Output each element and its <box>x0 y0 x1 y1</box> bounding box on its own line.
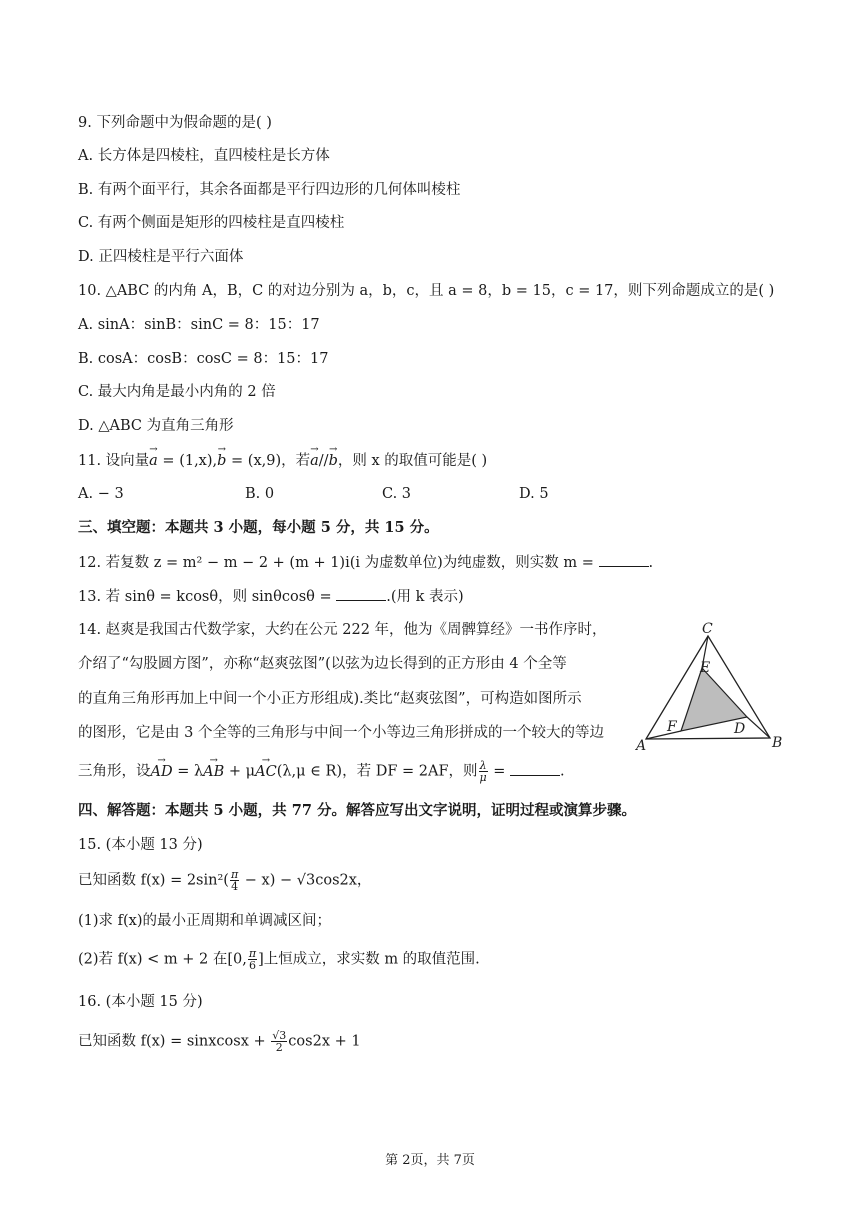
vector-a: → a <box>310 451 319 471</box>
q14-line-5 <box>78 760 565 783</box>
q14-text: = <box>488 763 511 780</box>
frac-numerator: √3 <box>272 1029 287 1042</box>
q14-line-3: 的直角三角形再加上中间一个小正方形组成).类比“赵爽弦图”，可构造如图所示 <box>78 691 582 707</box>
parallel-symbol: // <box>318 453 329 469</box>
q9-option-a: A. 长方体是四棱柱，直四棱柱是长方体 <box>78 148 330 164</box>
label-e: E <box>700 660 711 676</box>
q14-line-2: 介绍了“勾股圆方图”，亦称“赵爽弦图”(以弦为边长得到的正方形由 4 个全等 <box>78 656 567 672</box>
vector-ac: → AC <box>255 762 277 782</box>
answer-blank <box>599 552 649 567</box>
q10-stem: 10. △ABC 的内角 A，B，C 的对边分别为 a，b，c，且 a = 8，b = 15，c = 17，则下列命题成立的是( ) <box>78 283 775 299</box>
label-b: B <box>772 735 783 751</box>
label-f: F <box>667 719 677 735</box>
q11-option-c: C. 3 <box>382 486 412 502</box>
frac-denominator: 6 <box>248 959 256 972</box>
q11-stem <box>78 451 487 471</box>
vector-a: → a <box>149 451 158 471</box>
frac-numerator: π <box>248 947 257 960</box>
q14-end: . <box>560 763 565 780</box>
q14-line-4: 的图形，它是由 3 个全等的三角形与中间一个小等边三角形拼成的一个较大的等边 <box>78 725 604 741</box>
vector-b: → b <box>329 451 338 471</box>
q10-option-a: A. sinA：sinB：sinC = 8：15：17 <box>78 317 320 333</box>
section-3-heading: 三、填空题：本题共 3 小题，每小题 5 分，共 15 分。 <box>78 519 439 536</box>
q12-stem <box>78 552 653 573</box>
q15-part-1: (1)求 f(x)的最小正周期和单调减区间； <box>78 913 332 929</box>
frac-denominator: 2 <box>275 1041 283 1054</box>
q16-text: cos2x + 1 <box>288 1033 361 1050</box>
q16-text: 已知函数 f(x) = sinxcosx + <box>78 1033 271 1050</box>
page-footer: 第 2页，共 7页 <box>385 1153 475 1168</box>
pi-over-6 <box>248 948 257 971</box>
vector-ab: → AB <box>203 762 224 782</box>
answer-blank <box>336 586 386 601</box>
q14-text: + μ <box>224 763 256 780</box>
q15-text: ]上恒成立，求实数 m 的取值范围. <box>258 951 480 968</box>
frac-denominator: 4 <box>231 880 239 893</box>
label-c: C <box>702 621 713 637</box>
frac-numerator: λ <box>479 759 487 772</box>
q13-text: 13. 若 sinθ = kcosθ，则 sinθcosθ = <box>78 589 337 605</box>
q16-header: 16. (本小题 15 分) <box>78 994 203 1010</box>
q15-text: (2)若 f(x) < m + 2 在[0, <box>78 951 247 968</box>
q12-text: 12. 若复数 z = m² − m − 2 + (m + 1)i(i 为虚数单位)为纯虚数，则实数 m = <box>78 555 599 571</box>
q10-option-c: C. 最大内角是最小内角的 2 倍 <box>78 384 276 400</box>
q9-option-c: C. 有两个侧面是矩形的四棱柱是直四棱柱 <box>78 215 345 231</box>
q15-function <box>78 869 371 892</box>
q13-end: .(用 k 表示) <box>386 589 464 605</box>
q9-option-d: D. 正四棱柱是平行六面体 <box>78 249 244 265</box>
q11-option-b: B. 0 <box>245 486 275 502</box>
q15-text: − x) − √3cos2x， <box>240 872 372 889</box>
q9-option-b: B. 有两个面平行，其余各面都是平行四边形的几何体叫棱柱 <box>78 182 461 198</box>
q16-function <box>78 1030 361 1053</box>
frac-numerator: π <box>230 868 239 881</box>
q11-b-value: = (x,9)，若 <box>226 453 311 469</box>
q12-end: . <box>648 555 654 571</box>
q10-option-d: D. △ABC 为直角三角形 <box>78 418 234 434</box>
q15-part-2 <box>78 948 480 971</box>
q11-suffix: ，则 x 的取值可能是( ) <box>337 453 488 469</box>
label-d: D <box>734 721 746 737</box>
sqrt3-over-2 <box>271 1030 287 1053</box>
q10-option-b: B. cosA：cosB：cosC = 8：15：17 <box>78 351 329 367</box>
lambda-over-mu <box>479 760 488 783</box>
frac-denominator: μ <box>479 771 487 784</box>
answer-blank <box>510 761 560 776</box>
q11-prefix: 11. 设向量 <box>78 453 150 469</box>
q14-text: 三角形，设 <box>78 763 151 780</box>
q14-line-1: 14. 赵爽是我国古代数学家，大约在公元 222 年，他为《周髀算经》一书作序时， <box>78 622 607 638</box>
q14-text: (λ,μ ∈ R)，若 DF = 2AF，则 <box>276 763 478 780</box>
q11-option-a: A. − 3 <box>78 486 124 502</box>
zhao-shuang-triangle-figure <box>634 618 784 753</box>
vector-b: → b <box>217 451 226 471</box>
q15-text: 已知函数 f(x) = 2sin²( <box>78 872 229 889</box>
q13-stem <box>78 586 464 607</box>
pi-over-4 <box>230 869 239 892</box>
label-a: A <box>636 738 647 753</box>
q15-header: 15. (本小题 13 分) <box>78 837 203 853</box>
vector-ad: → AD <box>151 762 173 782</box>
section-4-heading: 四、解答题：本题共 5 小题，共 77 分。解答应写出文字说明，证明过程或演算步骤。 <box>78 802 636 819</box>
q14-text: = λ <box>172 763 204 780</box>
q9-stem: 9. 下列命题中为假命题的是( ) <box>78 115 272 131</box>
q11-a-value: = (1,x), <box>157 453 218 469</box>
q11-option-d: D. 5 <box>519 486 549 502</box>
